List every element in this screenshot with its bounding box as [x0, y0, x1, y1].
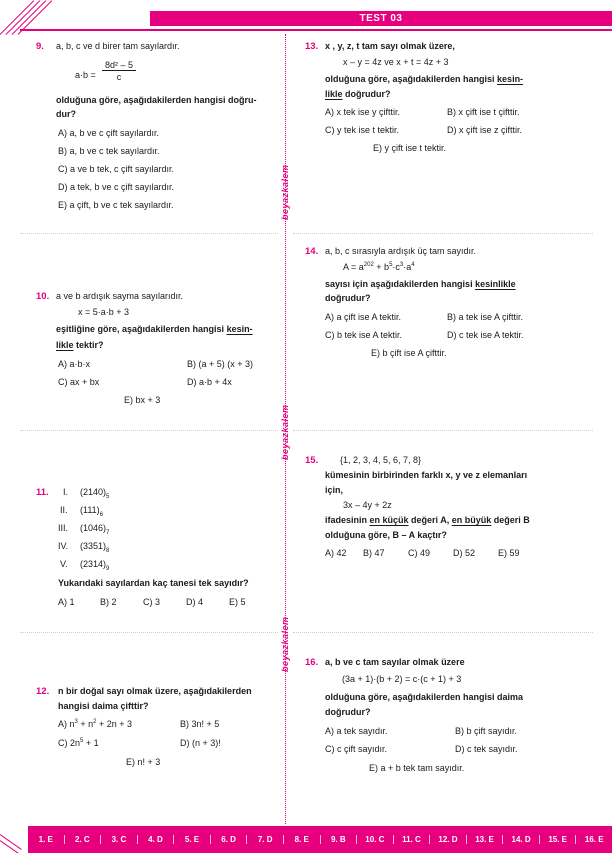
equation: (3a + 1)·(b + 2) = c·(c + 1) + 3: [342, 674, 462, 684]
choice-e[interactable]: E) a çift, b ve c tek sayılardır.: [58, 200, 174, 210]
choice-c[interactable]: C) y tek ise t tektir.: [325, 125, 400, 135]
base-number: $(111)_6$: [80, 505, 104, 518]
question-number: 11.: [36, 487, 49, 498]
choice-d[interactable]: D) (n + 3)!: [180, 738, 221, 748]
choice-c[interactable]: C) c çift sayıdır.: [325, 744, 388, 754]
choice-d[interactable]: D) c tek sayıdır.: [455, 744, 518, 754]
roman-numeral: III.: [58, 523, 69, 533]
header-rule: [20, 29, 612, 31]
choice-b[interactable]: B) a, b ve c tek sayılardır.: [58, 146, 160, 156]
choice-a[interactable]: A) x tek ise y çifttir.: [325, 107, 401, 117]
equation: x – y = 4z ve x + t = 4z + 3: [343, 57, 449, 67]
answer-key-item: 11. C: [394, 835, 431, 844]
choice-a[interactable]: A) a tek sayıdır.: [325, 726, 388, 736]
row-separator: [20, 632, 278, 633]
choice-e[interactable]: E) n! + 3: [126, 757, 161, 767]
answer-key-bar: [28, 826, 612, 853]
choice-b[interactable]: B) 2: [100, 597, 117, 607]
question-stem: a, b ve c tam sayılar olmak üzere: [325, 657, 465, 667]
choice-c[interactable]: C) 49: [408, 548, 431, 558]
answer-key-item: 6. D: [211, 835, 248, 844]
choice-a[interactable]: A) 42: [325, 548, 347, 558]
choice-c[interactable]: C) 3: [143, 597, 161, 607]
choice-a[interactable]: A) a çift ise A tektir.: [325, 312, 402, 322]
choice-d[interactable]: D) a·b + 4x: [187, 377, 232, 387]
base-number: $(3351)_8$: [80, 541, 110, 554]
row-separator: [293, 632, 593, 633]
answer-key-footer: [0, 826, 612, 853]
test-header-bar: [150, 11, 612, 26]
question-text: eşitliğine göre, aşağıdakilerden hangisi kesin-: [56, 324, 253, 334]
answer-key-item: 9. B: [321, 835, 358, 844]
choice-b[interactable]: B) b çift sayıdır.: [455, 726, 518, 736]
answer-key-item: 1. E: [28, 835, 65, 844]
brand-watermark: beyazkalem: [280, 164, 290, 220]
question-text: hangisi daima çifttir?: [58, 701, 149, 711]
equation: $A = a^{202} + b^5\cdot c^3\cdot a^4$: [343, 262, 415, 272]
choice-b[interactable]: B) (a + 5) (x + 3): [187, 359, 254, 369]
question-number: 10.: [36, 291, 50, 302]
base-number: $(2140)_5$: [80, 487, 110, 500]
equation-lhs: a·b =: [75, 70, 96, 80]
choice-d[interactable]: D) c tek ise A tektir.: [447, 330, 524, 340]
question-number: 9.: [36, 41, 44, 52]
answer-key-item: 7. D: [247, 835, 284, 844]
row-separator: [20, 233, 278, 234]
question-number: 15.: [305, 455, 319, 466]
question-text: için,: [325, 485, 344, 495]
answer-key-item: 15. E: [540, 835, 577, 844]
fraction: [102, 60, 136, 82]
roman-numeral: V.: [60, 559, 68, 569]
answer-key-item: 14. D: [503, 835, 540, 844]
choice-b[interactable]: B) 47: [363, 548, 385, 558]
question-stem: a, b, c sırasıyla ardışık üç tam sayıdır.: [325, 246, 477, 256]
number-set: {1, 2, 3, 4, 5, 6, 7, 8}: [340, 455, 422, 465]
answer-key-item: 5. E: [174, 835, 211, 844]
roman-numeral: IV.: [58, 541, 69, 551]
choice-d[interactable]: D) 4: [186, 597, 204, 607]
expression: 3x – 4y + 2z: [343, 500, 392, 510]
base-number: $(1046)_7$: [80, 523, 110, 536]
question-stem: a ve b ardışık sayma sayılarıdır.: [56, 291, 184, 301]
question-number: 14.: [305, 246, 319, 257]
question-number: 13.: [305, 41, 319, 52]
question-stem: a, b, c ve d birer tam sayılardır.: [56, 41, 180, 51]
row-separator: [293, 430, 593, 431]
row-separator: [20, 430, 278, 431]
question-stem: x , y, z, t tam sayı olmak üzere,: [325, 41, 455, 51]
test-title: TEST 03: [359, 13, 403, 24]
answer-key-item: 2. C: [65, 835, 102, 844]
question-text: olduğuna göre, aşağıdakilerden hangisi doğru-: [56, 95, 257, 105]
choice-c[interactable]: C) $2n^5 + 1$: [58, 738, 99, 748]
row-separator: [293, 233, 593, 234]
choice-e[interactable]: E) y çift ise t tektir.: [373, 143, 447, 153]
answer-key-item: 3. C: [101, 835, 138, 844]
choice-e[interactable]: E) 5: [229, 597, 246, 607]
choice-e[interactable]: E) 59: [498, 548, 520, 558]
choice-c[interactable]: C) ax + bx: [58, 377, 100, 387]
choice-b[interactable]: B) a tek ise A çifttir.: [447, 312, 524, 322]
question-text: ifadesinin en küçük değeri A, en büyük değeri B: [325, 515, 530, 525]
choice-a[interactable]: A) a·b·x: [58, 359, 91, 369]
choice-c[interactable]: C) a ve b tek, c çift sayılardır.: [58, 164, 175, 174]
question-text: sayısı için aşağıdakilerden hangisi kesinlikle: [325, 279, 516, 289]
question-text: Yukarıdaki sayılardan kaç tanesi tek sayıdır?: [58, 578, 249, 588]
choice-e[interactable]: E) a + b tek tam sayıdır.: [369, 763, 465, 773]
choice-b[interactable]: B) x çift ise t çifttir.: [447, 107, 520, 117]
choice-b[interactable]: B) 3n! + 5: [180, 719, 220, 729]
base-number: $(2314)_9$: [80, 559, 110, 572]
choice-d[interactable]: D) 52: [453, 548, 476, 558]
question-text: doğrudur?: [325, 293, 371, 303]
choice-d[interactable]: D) a tek, b ve c çift sayılardır.: [58, 182, 175, 192]
question-text: likle doğrudur?: [325, 89, 391, 99]
answer-key-item: 8. E: [284, 835, 321, 844]
choice-a[interactable]: A) 1: [58, 597, 75, 607]
choice-a[interactable]: A) $n^3 + n^2 + 2n + 3$: [58, 719, 132, 729]
answer-key-item: 12. D: [430, 835, 467, 844]
brand-watermark: beyazkalem: [280, 616, 290, 672]
question-number: 16.: [305, 657, 319, 668]
question-text: likle tektir?: [56, 340, 104, 350]
question-number: 12.: [36, 686, 50, 697]
question-text: doğrudur?: [325, 707, 371, 717]
choice-a[interactable]: A) a, b ve c çift sayılardır.: [58, 128, 160, 138]
fraction-numerator: 8d² – 5: [102, 60, 136, 71]
question-text: olduğuna göre, aşağıdakilerden hangisi daima: [325, 692, 524, 702]
answer-key-item: 4. D: [138, 835, 175, 844]
choice-e[interactable]: E) b çift ise A çifttir.: [371, 348, 447, 358]
question-text: olduğuna göre, B – A kaçtır?: [325, 530, 447, 540]
question-text: n bir doğal sayı olmak üzere, aşağıdakilerden: [58, 686, 252, 696]
answer-key-item: 16. E: [584, 835, 604, 844]
choice-e[interactable]: E) bx + 3: [124, 395, 161, 405]
brand-watermark: beyazkalem: [280, 404, 290, 460]
roman-numeral: II.: [60, 505, 68, 515]
roman-numeral: I.: [63, 487, 69, 497]
question-text: kümesinin birbirinden farklı x, y ve z elemanları: [325, 470, 528, 480]
equation: x = 5·a·b + 3: [78, 307, 130, 317]
answer-key-item: 10. C: [357, 835, 394, 844]
fraction-denominator: c: [116, 72, 122, 82]
choice-c[interactable]: C) b tek ise A tektir.: [325, 330, 403, 340]
question-text: dur?: [56, 109, 76, 119]
choice-d[interactable]: D) x çift ise z çifttir.: [447, 125, 523, 135]
question-text: olduğuna göre, aşağıdakilerden hangisi kesin-: [325, 74, 524, 84]
answer-key-item: 13. E: [467, 835, 504, 844]
